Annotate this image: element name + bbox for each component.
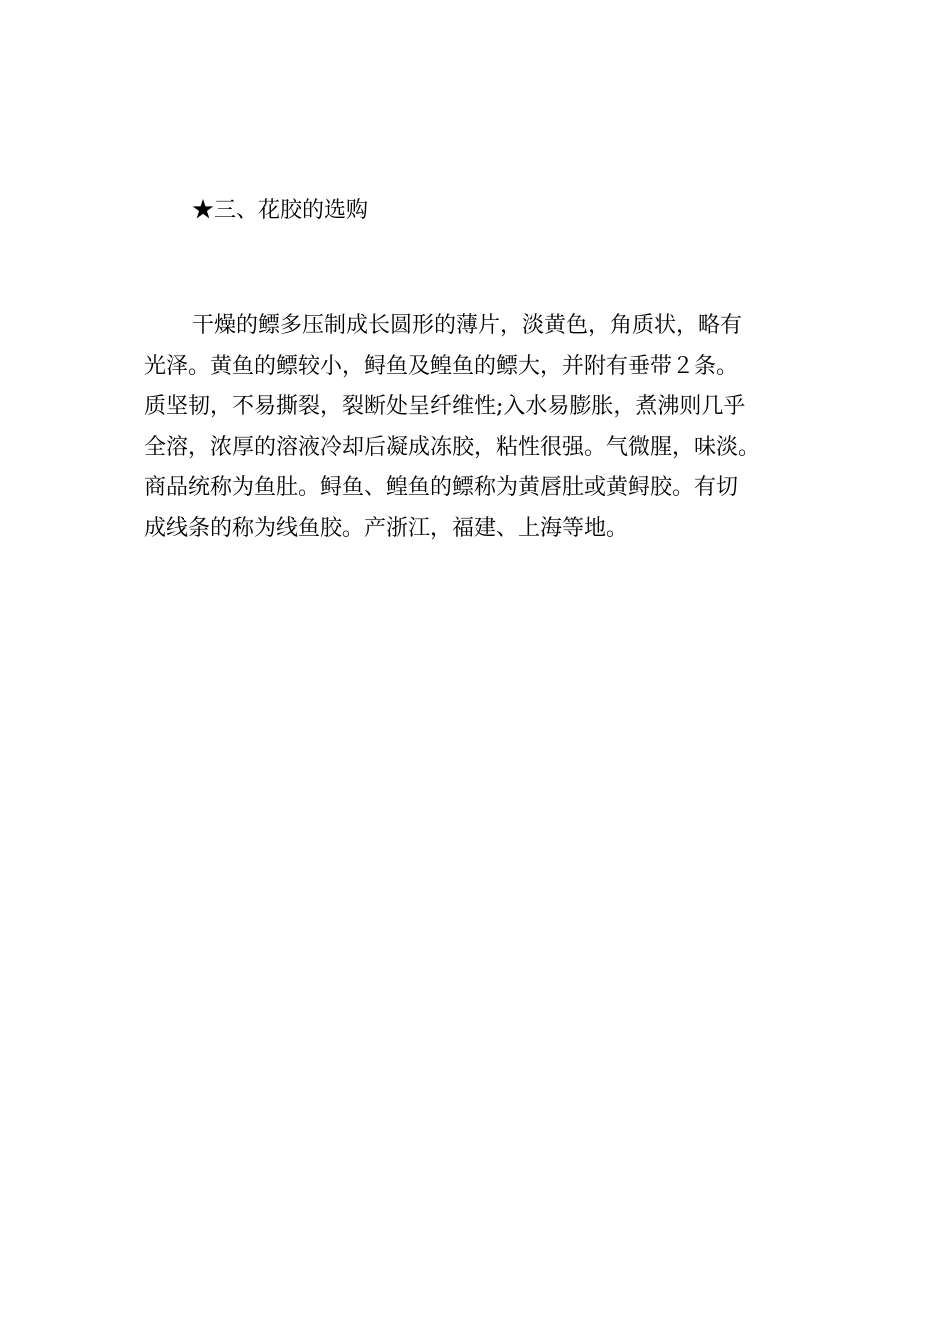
paragraph-line: 质坚韧，不易撕裂，裂断处呈纤维性;入水易膨胀，煮沸则几乎 bbox=[144, 394, 746, 419]
paragraph-line: 全溶，浓厚的溶液冷却后凝成冻胶，粘性很强。气微腥，味淡。 bbox=[144, 434, 761, 460]
paragraph-line: 成线条的称为线鱼胶。产浙江，福建、上海等地。 bbox=[144, 515, 629, 541]
paragraph-line: 光泽。黄鱼的鳔较小，鲟鱼及鳇鱼的鳔大，并附有垂带２条。 bbox=[144, 353, 739, 379]
body-paragraph bbox=[144, 306, 809, 549]
section-heading: ★三、花胶的选购 bbox=[192, 198, 369, 223]
paragraph-line: 商品统称为鱼肚。鲟鱼、鳇鱼的鳔称为黄唇肚或黄鲟胶。有切 bbox=[144, 475, 739, 500]
paragraph-line: 干燥的鳔多压制成长圆形的薄片，淡黄色，角质状，略有 bbox=[192, 313, 743, 338]
